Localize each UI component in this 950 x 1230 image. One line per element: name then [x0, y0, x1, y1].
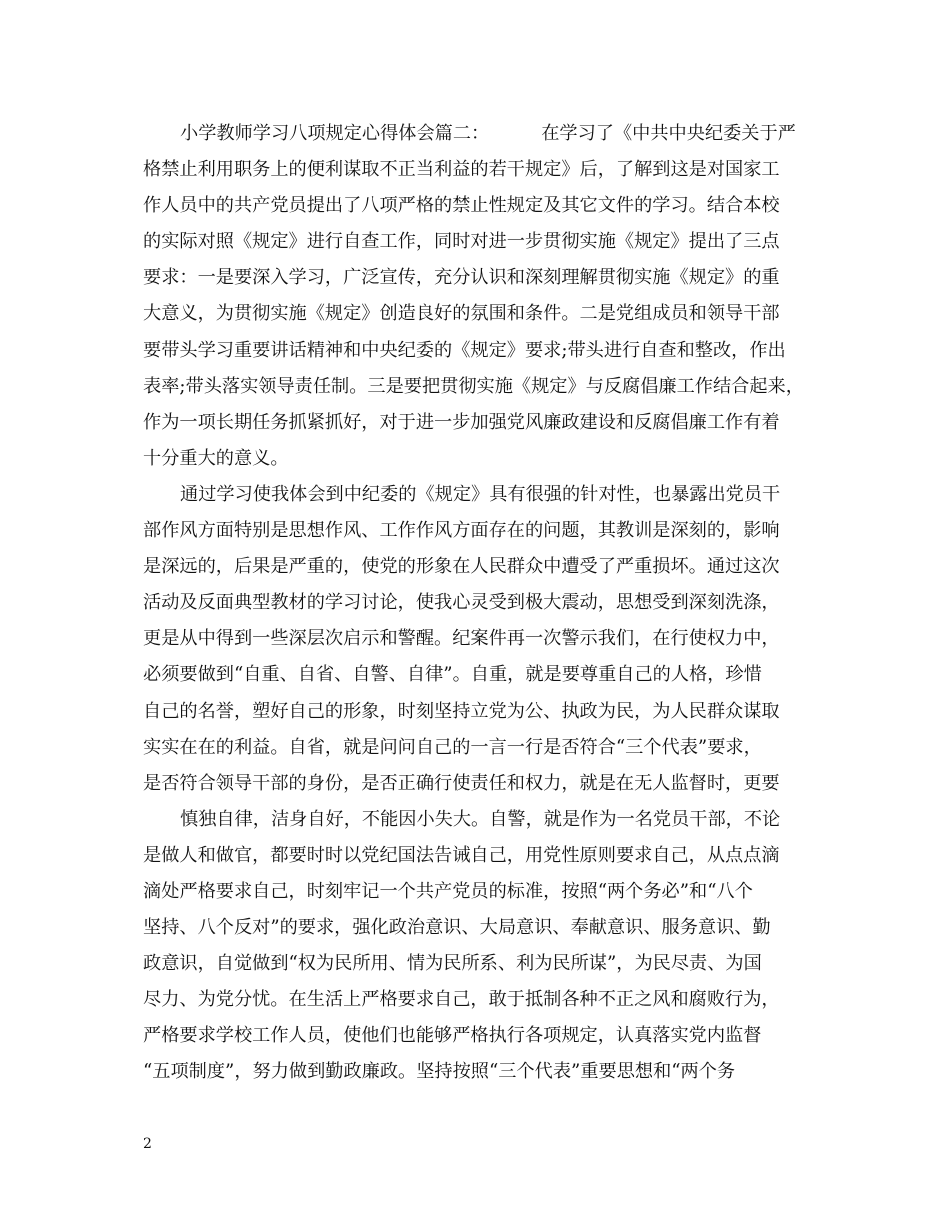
text-line: 的实际对照《规定》进行自查工作，同时对进一步贯彻实施《规定》提出了三点	[143, 231, 780, 253]
text-line: 作为一项长期任务抓紧抓好，对于进一步加强党风廉政建设和反腐倡廉工作有着	[143, 411, 780, 433]
text-line	[143, 116, 843, 152]
text-line: “五项制度”，努力做到勤政廉政。坚持按照“三个代表”重要思想和“两个务	[143, 1061, 736, 1083]
text-segment: 在学习了《中共中央纪委关于严	[541, 123, 796, 144]
text-line: 坚持、八个反对”的要求，强化政治意识、大局意识、奉献意识、服务意识、勤	[143, 917, 771, 939]
text-line: 滴处严格要求自己，时刻牢记一个共产党员的标准，按照“两个务必”和“八个	[143, 880, 753, 902]
text-line: 慎独自律，洁身自好，不能因小失大。自警，就是作为一名党员干部，不论	[180, 808, 781, 830]
text-line: 格禁止利用职务上的便利谋取不正当利益的若干规定》后，了解到这是对国家工	[143, 159, 780, 181]
text-line: 作人员中的共产党员提出了八项严格的禁止性规定及其它文件的学习。结合本校	[143, 195, 780, 217]
text-line: 必须要做到“自重、自省、自警、自律”。自重，就是要尊重自己的人格，珍惜	[143, 664, 762, 686]
text-line: 是否符合领导干部的身份，是否正确行使责任和权力，就是在无人监督时，更要	[143, 772, 780, 794]
text-line: 严格要求学校工作人员，使他们也能够严格执行各项规定，认真落实党内监督	[143, 1025, 762, 1047]
text-line: 更是从中得到一些深层次启示和警醒。纪案件再一次警示我们，在行使权力中，	[143, 628, 780, 650]
text-line: 自己的名誉，塑好自己的形象，时刻坚持立党为公、执政为民，为人民群众谋取	[143, 700, 780, 722]
text-line: 要求：一是要深入学习，广泛宣传，充分认识和深刻理解贯彻实施《规定》的重	[143, 267, 780, 289]
text-line: 部作风方面特别是思想作风、工作作风方面存在的问题，其教训是深刻的，影响	[143, 520, 780, 542]
text-line: 表率;带头落实领导责任制。三是要把贯彻实施《规定》与反腐倡廉工作结合起来，	[143, 375, 804, 397]
text-line: 大意义，为贯彻实施《规定》创造良好的氛围和条件。二是党组成员和领导干部	[143, 303, 780, 325]
text-line: 十分重大的意义。	[143, 447, 289, 469]
text-line: 实实在在的利益。自省，就是问问自己的一言一行是否符合“三个代表”要求，	[143, 736, 762, 758]
body-text	[143, 116, 843, 1091]
text-line: 通过学习使我体会到中纪委的《规定》具有很强的针对性，也暴露出党员干	[180, 483, 781, 505]
document-heading: 小学教师学习八项规定心得体会篇二：	[180, 123, 490, 144]
text-line: 活动及反面典型教材的学习讨论，使我心灵受到极大震动，思想受到深刻洗涤，	[143, 592, 780, 614]
text-line: 尽力、为党分忧。在生活上严格要求自己，敢于抵制各种不正之风和腐败行为，	[143, 989, 780, 1011]
text-line: 政意识，自觉做到“权为民所用、情为民所系、利为民所谋”，为民尽责、为国	[143, 953, 762, 975]
text-line: 要带头学习重要讲话精神和中央纪委的《规定》要求;带头进行自查和整改，作出	[143, 339, 786, 361]
text-line: 是深远的，后果是严重的，使党的形象在人民群众中遭受了严重损坏。通过这次	[143, 556, 780, 578]
text-line: 是做人和做官，都要时时以党纪国法告诫自己，用党性原则要求自己，从点点滴	[143, 844, 780, 866]
page-number: 2	[143, 1136, 152, 1152]
